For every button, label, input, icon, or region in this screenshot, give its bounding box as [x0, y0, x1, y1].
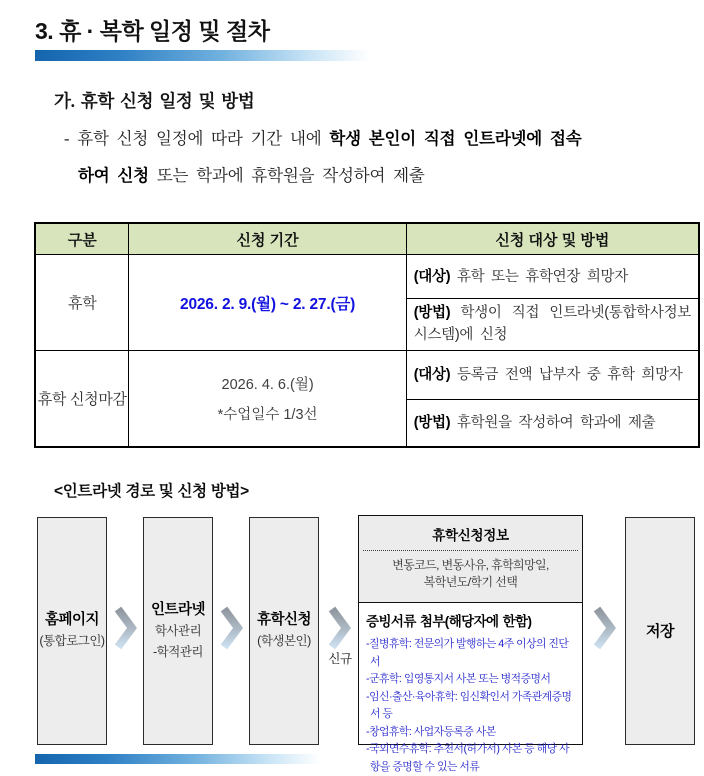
flow-box-leave-apply [249, 517, 319, 745]
row2-target-label: (대상) [413, 367, 451, 383]
flow-box-save-title: 저장 [646, 622, 674, 640]
attachment-heading: 증빙서류 첨부(해당자에 한함) [366, 614, 532, 629]
row1-target-label: (대상) [413, 268, 451, 285]
row2-category: 휴학 신청마감 [36, 351, 129, 446]
flow-box-homepage-sub: (통합로그인) [39, 634, 105, 648]
flow-box-leave-apply-title: 휴학신청 [256, 612, 312, 628]
table-row [36, 254, 698, 350]
row1-target-cell [407, 255, 698, 299]
intro-line2-text: 또는 학과에 휴학원을 작성하여 제출 [148, 166, 425, 185]
row2-method-label: (방법) [413, 414, 451, 431]
row2-period [129, 351, 406, 446]
row2-method-text: 휴학원을 작성하여 학과에 제출 [450, 414, 656, 431]
leave-info-fields-line1: 변동코드, 변동사유, 휴학희망일, [392, 558, 549, 572]
dotted-divider [363, 550, 578, 551]
row1-period-date: 2026. 2. 9.(월) ~ 2. 27.(금) [180, 295, 356, 313]
chevron-right-icon [113, 604, 137, 652]
intro-line1-text: - 휴학 신청 일정에 따라 기간 내에 [64, 129, 330, 148]
chevron-right-icon [219, 604, 243, 652]
header-target-method: 신청 대상 및 방법 [495, 231, 610, 249]
flow-box-intranet-sub1: 학사관리 [154, 623, 202, 638]
section-heading: 가. 휴학 신청 일정 및 방법 [54, 91, 255, 111]
intro-line-1 [64, 120, 684, 157]
row2-target-text: 등록금 전액 납부자 중 휴학 희망자 [450, 367, 683, 383]
intro-line-2 [64, 157, 684, 194]
chevron-right-icon [592, 604, 616, 652]
intro-paragraph [64, 120, 684, 194]
row2-period-note: *수업일수 1/3선 [217, 407, 318, 423]
flow-box-intranet-title: 인트라넷 [150, 601, 206, 618]
intro-line1-bold: 학생 본인이 직접 인트라넷에 접속 [329, 129, 582, 148]
attachment-item: -국외연수휴학: 추천서(허가서) 사본 등 해당 사항을 증명할 수 있는 서류 [366, 743, 570, 773]
leave-info-title: 휴학신청정보 [432, 528, 509, 543]
leave-info-fields-line2: 복학년도/학기 선택 [423, 575, 518, 589]
row1-target-text: 휴학 또는 휴학연장 희망자 [450, 268, 628, 285]
footer-accent-bar [35, 754, 320, 764]
flow-box-intranet [143, 517, 213, 745]
header-category: 구분 [36, 224, 129, 254]
intro-line2-bold: 하여 신청 [78, 166, 149, 185]
attachment-item: -임신·출산·육아휴학: 임신확인서 가족관계증명서 등 [366, 690, 572, 720]
page-title: 3. 휴 · 복학 일정 및 절차 [35, 18, 270, 44]
leave-info-fields [359, 557, 582, 591]
flow-box-homepage [37, 517, 107, 745]
row1-method-label: (방법) [413, 305, 451, 321]
attachment-item: -군휴학: 입영통지서 사본 또는 병적증명서 [366, 673, 551, 685]
leave-info-box-bottom [359, 603, 582, 776]
table-row [36, 350, 698, 446]
row1-category: 휴학 [36, 255, 129, 350]
flowchart-heading: <인트라넷 경로 및 신청 방법> [54, 483, 249, 500]
row2-period-date: 2026. 4. 6.(월) [221, 377, 314, 393]
flow-box-leave-apply-sub: (학생본인) [257, 634, 311, 648]
row1-method-text: 학생이 직접 인트라넷(통합학사정보시스템)에 신청 [413, 305, 691, 343]
header-period: 신청 기간 [129, 224, 406, 254]
new-application-label: 신규 [328, 652, 352, 666]
table-header-row [36, 224, 698, 254]
flow-box-intranet-sub2: -학적관리 [153, 644, 203, 659]
leave-info-box-top [359, 516, 582, 603]
leave-info-box [358, 515, 583, 773]
attachment-list [366, 636, 575, 776]
chevron-right-icon [327, 604, 351, 652]
schedule-table [34, 222, 700, 448]
flow-box-save [625, 517, 695, 745]
row2-target-cell [407, 351, 698, 400]
row2-method-cell [407, 400, 698, 445]
row1-period [129, 255, 406, 350]
attachment-item: -질병휴학: 전문의가 발행하는 4주 이상의 진단서 [366, 638, 569, 668]
row1-right-column [407, 255, 698, 350]
attachment-item: -창업휴학: 사업자등록증 사본 [366, 725, 496, 738]
flow-box-homepage-title: 홈페이지 [44, 612, 100, 628]
row2-right-column [407, 351, 698, 446]
title-accent-bar [35, 50, 370, 61]
row1-method-cell [407, 299, 698, 349]
